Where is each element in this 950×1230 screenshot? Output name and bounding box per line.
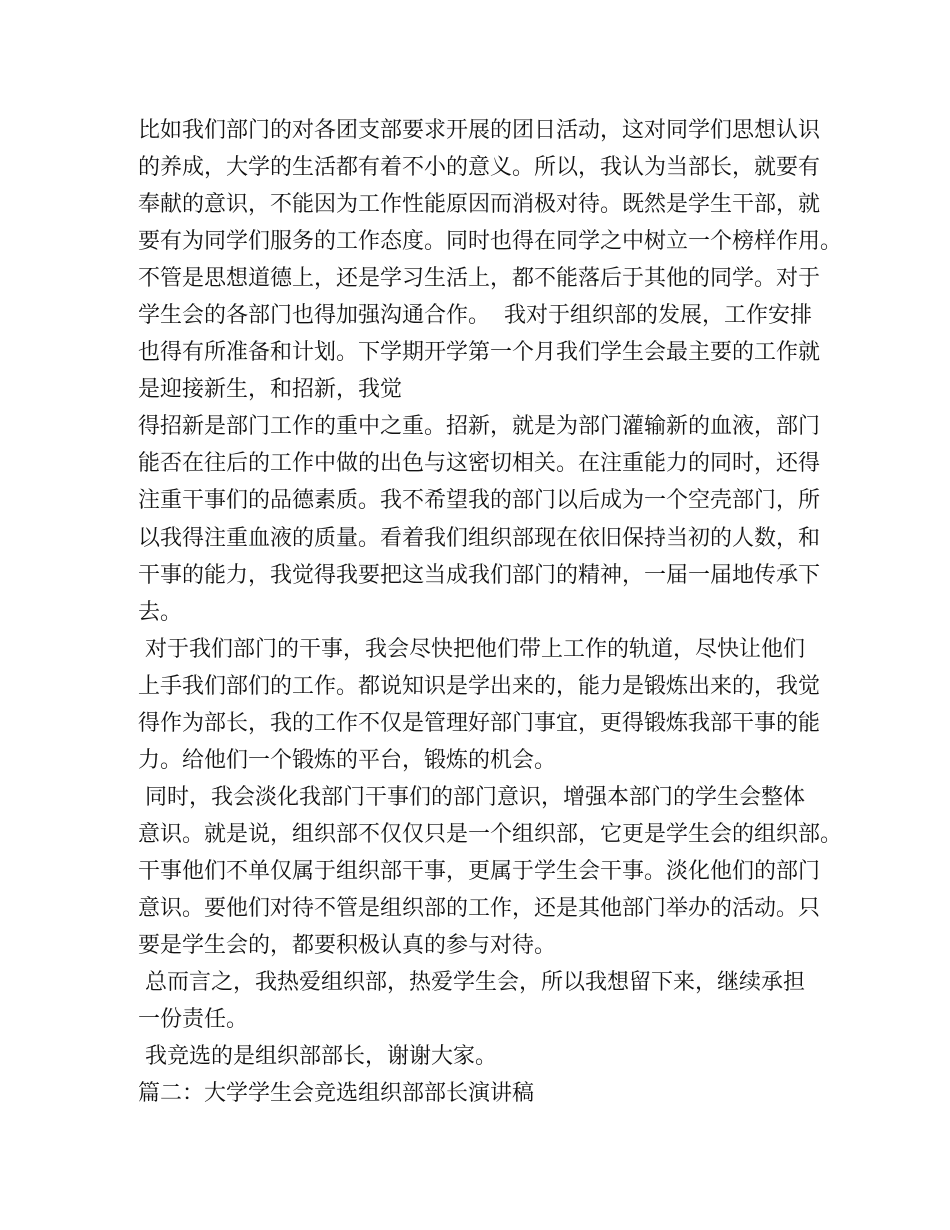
text-line: 意识。就是说，组织部不仅仅只是一个组织部，它更是学生会的组织部。 [138, 821, 843, 847]
text-line: 奉献的意识，不能因为工作性能原因而消极对待。既然是学生干部，就 [138, 192, 821, 218]
text-line: 不管是思想道德上，还是学习生活上，都不能落后于其他的同学。对于 [138, 266, 821, 292]
text-line: 注重干事们的品德素质。我不希望我的部门以后成为一个空壳部门，所 [138, 488, 821, 514]
text-line: 的养成，大学的生活都有着不小的意义。所以，我认为当部长，就要有 [138, 155, 821, 181]
text-line: 要有为同学们服务的工作态度。同时也得在同学之中树立一个榜样作用。 [138, 229, 843, 255]
text-line: 总而言之，我热爱组织部，热爱学生会，所以我想留下来，继续承担 [138, 970, 805, 996]
body-text [138, 112, 843, 1112]
text-line: 学生会的各部门也得加强沟通合作。 我对于组织部的发展，工作安排 [138, 303, 812, 329]
text-line: 对于我们部门的干事，我会尽快把他们带上工作的轨道，尽快让他们 [138, 636, 805, 662]
text-line: 要是学生会的，都要积极认真的参与对待。 [138, 933, 557, 959]
text-line: 能否在往后的工作中做的出色与这密切相关。在注重能力的同时，还得 [138, 451, 821, 477]
text-line: 也得有所准备和计划。下学期开学第一个月我们学生会最主要的工作就 [138, 340, 821, 366]
text-line: 以我得注重血液的质量。看着我们组织部现在依旧保持当初的人数，和 [138, 525, 821, 551]
text-line: 同时，我会淡化我部门干事们的部门意识，增强本部门的学生会整体 [138, 784, 805, 810]
text-line: 意识。要他们对待不管是组织部的工作，还是其他部门举办的活动。只 [138, 895, 821, 921]
text-line: 干事他们不单仅属于组织部干事，更属于学生会干事。淡化他们的部门 [138, 858, 821, 884]
text-line: 是迎接新生，和招新，我觉 [138, 377, 403, 403]
section-heading: 篇二：大学学生会竞选组织部部长演讲稿 [138, 1081, 535, 1107]
text-line: 上手我们部们的工作。都说知识是学出来的，能力是锻炼出来的，我觉 [138, 673, 821, 699]
text-line: 我竞选的是组织部部长，谢谢大家。 [138, 1044, 497, 1070]
text-line: 得招新是部门工作的重中之重。招新，就是为部门灌输新的血液，部门 [138, 414, 821, 440]
text-line: 比如我们部门的对各团支部要求开展的团日活动，这对同学们思想认识 [138, 118, 821, 143]
text-line: 力。给他们一个锻炼的平台，锻炼的机会。 [138, 747, 557, 773]
text-line: 干事的能力，我觉得我要把这当成我们部门的精神，一届一届地传承下 [138, 562, 821, 588]
text-line: 一份责任。 [138, 1007, 249, 1033]
text-line: 得作为部长，我的工作不仅是管理好部门事宜，更得锻炼我部干事的能 [138, 710, 821, 736]
text-line: 去。 [138, 599, 183, 625]
